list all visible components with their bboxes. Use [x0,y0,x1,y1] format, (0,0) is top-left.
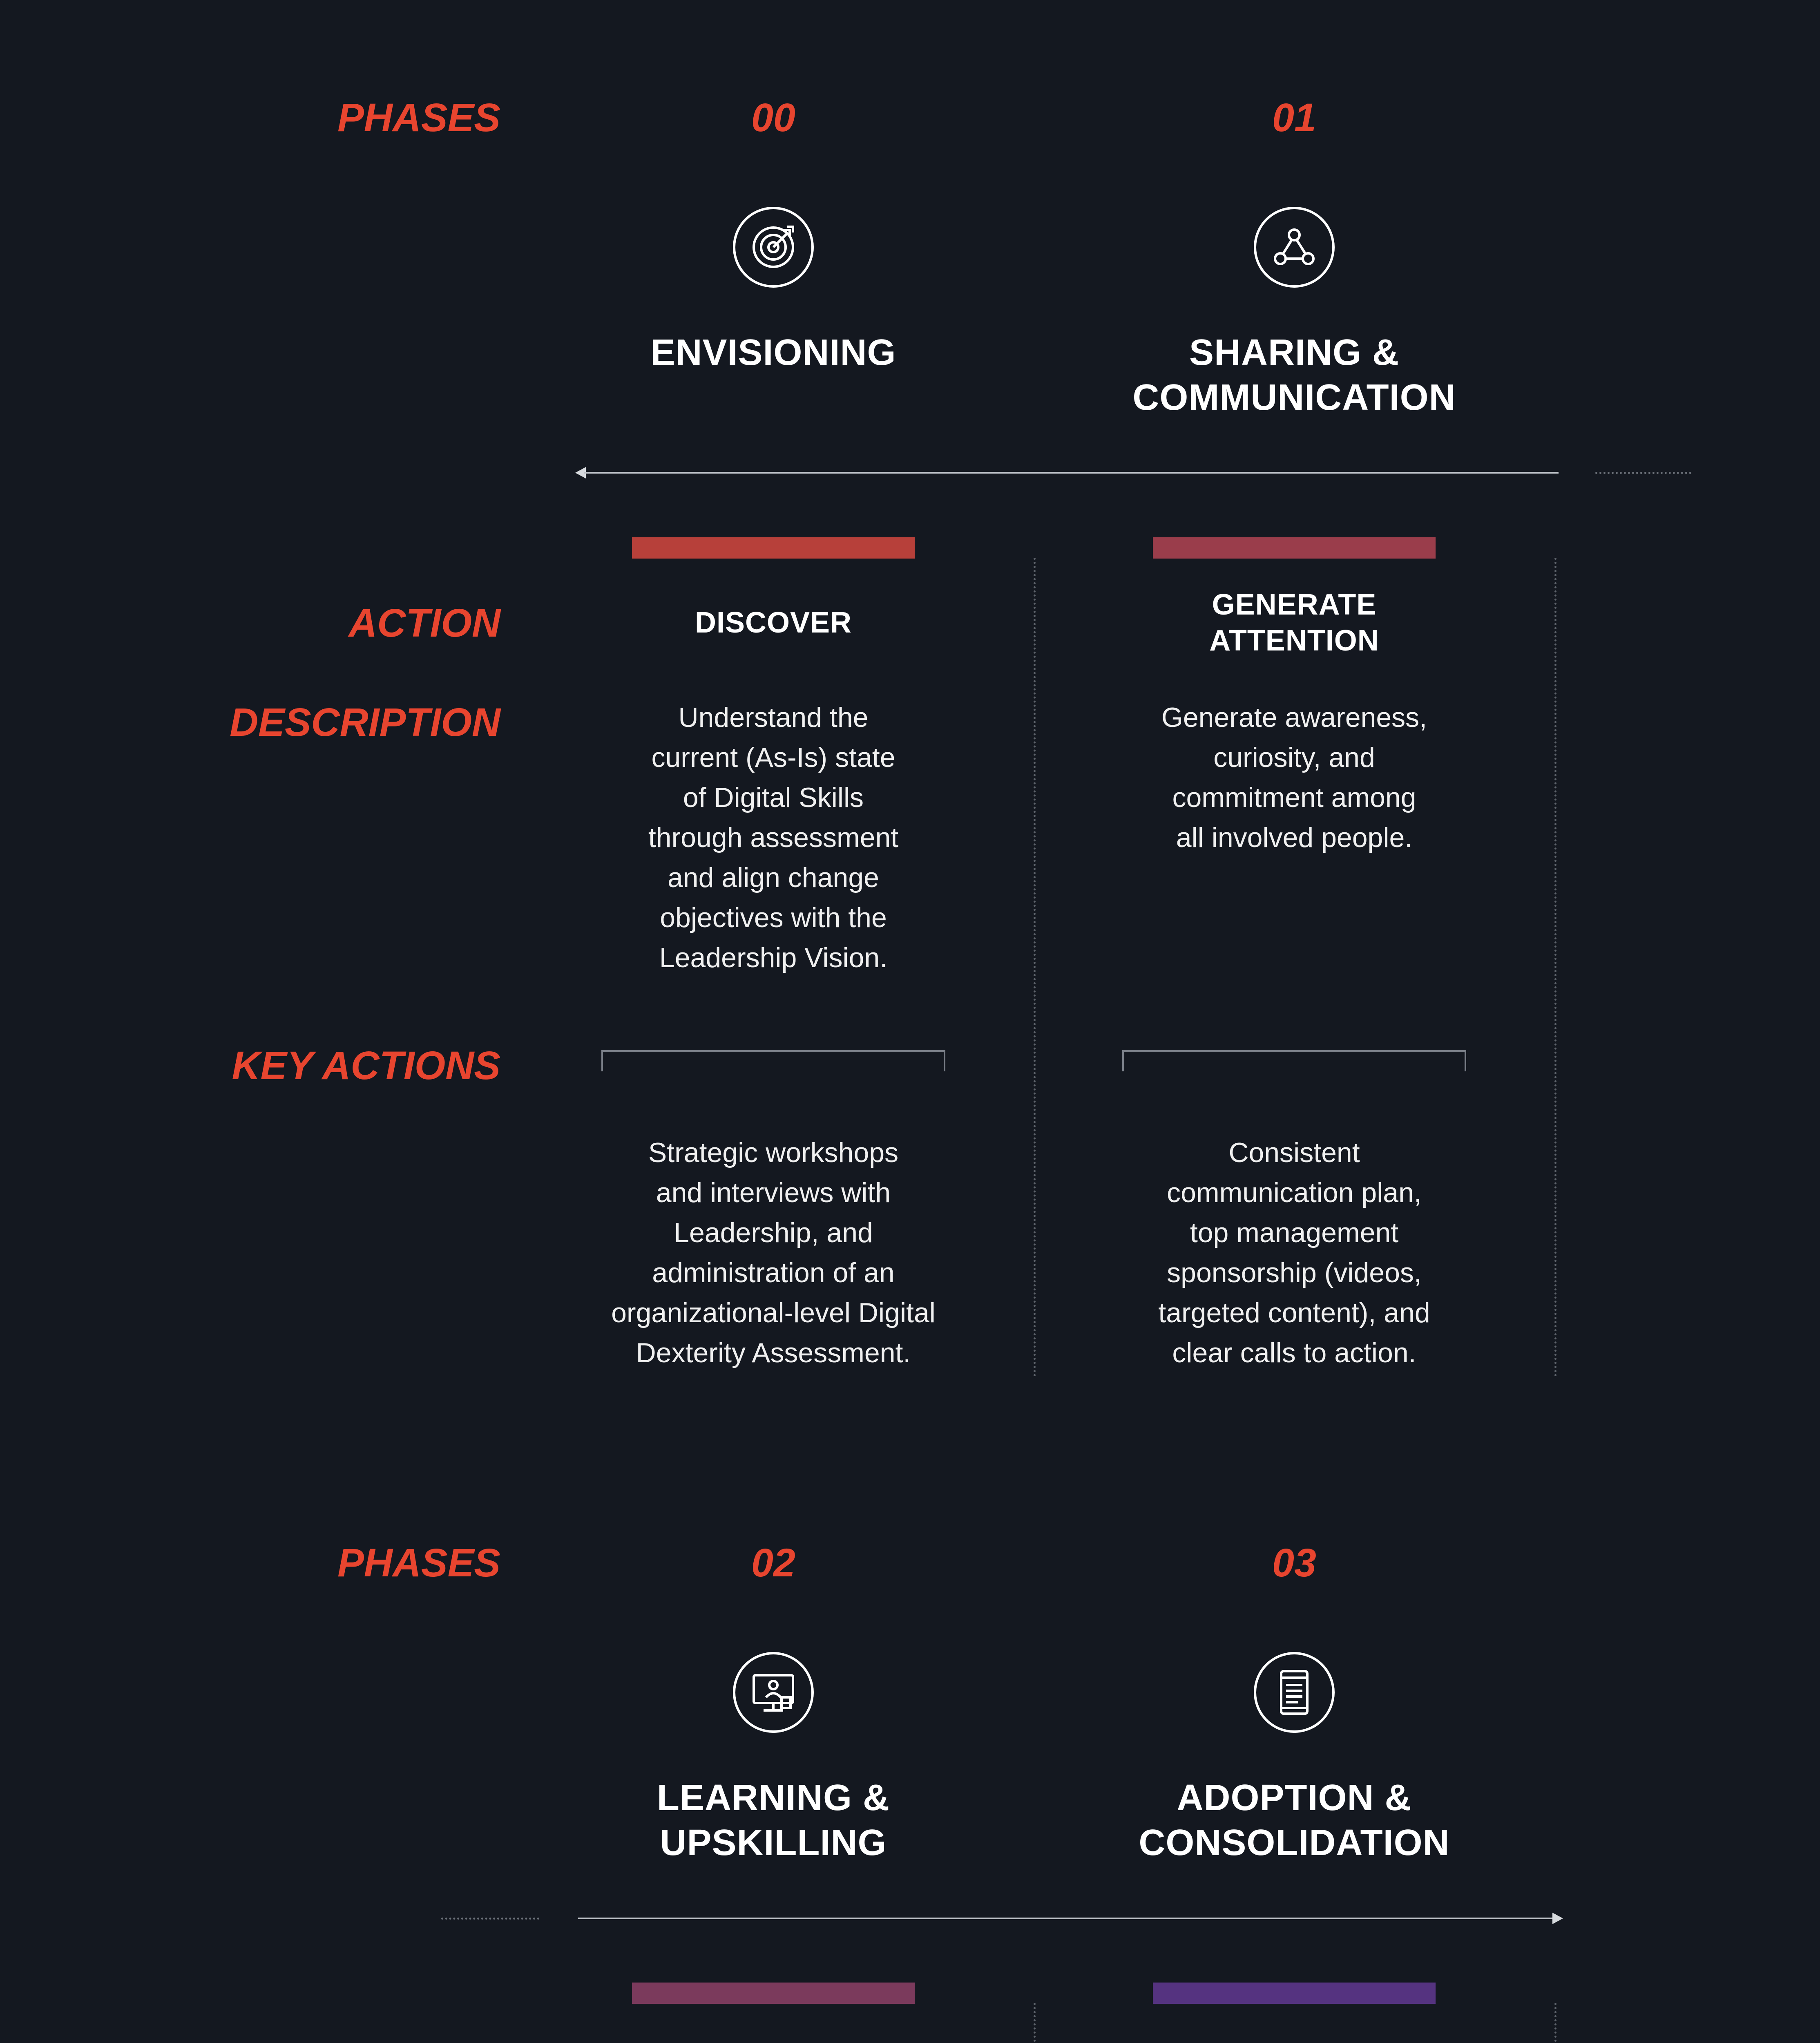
phase-title: ENVISIONING [650,332,896,373]
key-actions-bracket [1122,1050,1466,1071]
phase-color-bar [1153,537,1436,559]
column-divider [1554,2003,1556,2043]
column-divider [1034,558,1036,1377]
arrow-right-icon [1552,1913,1563,1924]
timeline-line [578,1918,1554,1919]
description-label: DESCRIPTION [230,700,500,744]
key-actions-bracket [601,1050,945,1071]
target-icon [732,206,814,288]
phase-number: 02 [751,1540,795,1585]
phase-color-bar [632,537,915,559]
timeline-line [584,472,1559,474]
phases-label: PHASES [337,1540,500,1585]
key-actions-label: KEY ACTIONS [232,1043,500,1088]
phase-number: 01 [1272,95,1316,140]
description-text: Understand the current (As-Is) state of Digital Skills through assessment and align change objectives with the Leadership Vision. [648,702,899,973]
phase-color-bar [1153,1983,1436,2004]
document-icon [1253,1652,1335,1733]
key-actions-text: Consistent communication plan, top management sponsorship (videos, targeted content), and clear calls to action. [1158,1137,1430,1368]
timeline-dotted-extension [1595,472,1691,474]
phase-title: SHARING & COMMUNICATION [1132,332,1456,418]
training-screen-icon [732,1652,814,1733]
network-nodes-icon [1253,206,1335,288]
phase-color-bar [632,1983,915,2004]
phases-label: PHASES [337,95,500,140]
phase-title: ADOPTION & CONSOLIDATION [1139,1777,1450,1863]
column-divider [1034,2003,1036,2043]
description-text: Generate awareness, curiosity, and commitment among all involved people. [1161,702,1427,853]
key-actions-text: Strategic workshops and interviews with Leadership, and administration of an organizational-level Digital Dexterity Assessment. [611,1137,936,1368]
action-text: DISCOVER [695,606,852,639]
phase-title: LEARNING & UPSKILLING [657,1777,890,1863]
action-text: GENERATE ATTENTION [1209,588,1379,657]
action-label: ACTION [348,601,500,645]
timeline-dotted-extension [441,1918,539,1920]
column-divider [1554,558,1556,1377]
phase-number: 03 [1272,1540,1316,1585]
phase-number: 00 [751,95,795,140]
